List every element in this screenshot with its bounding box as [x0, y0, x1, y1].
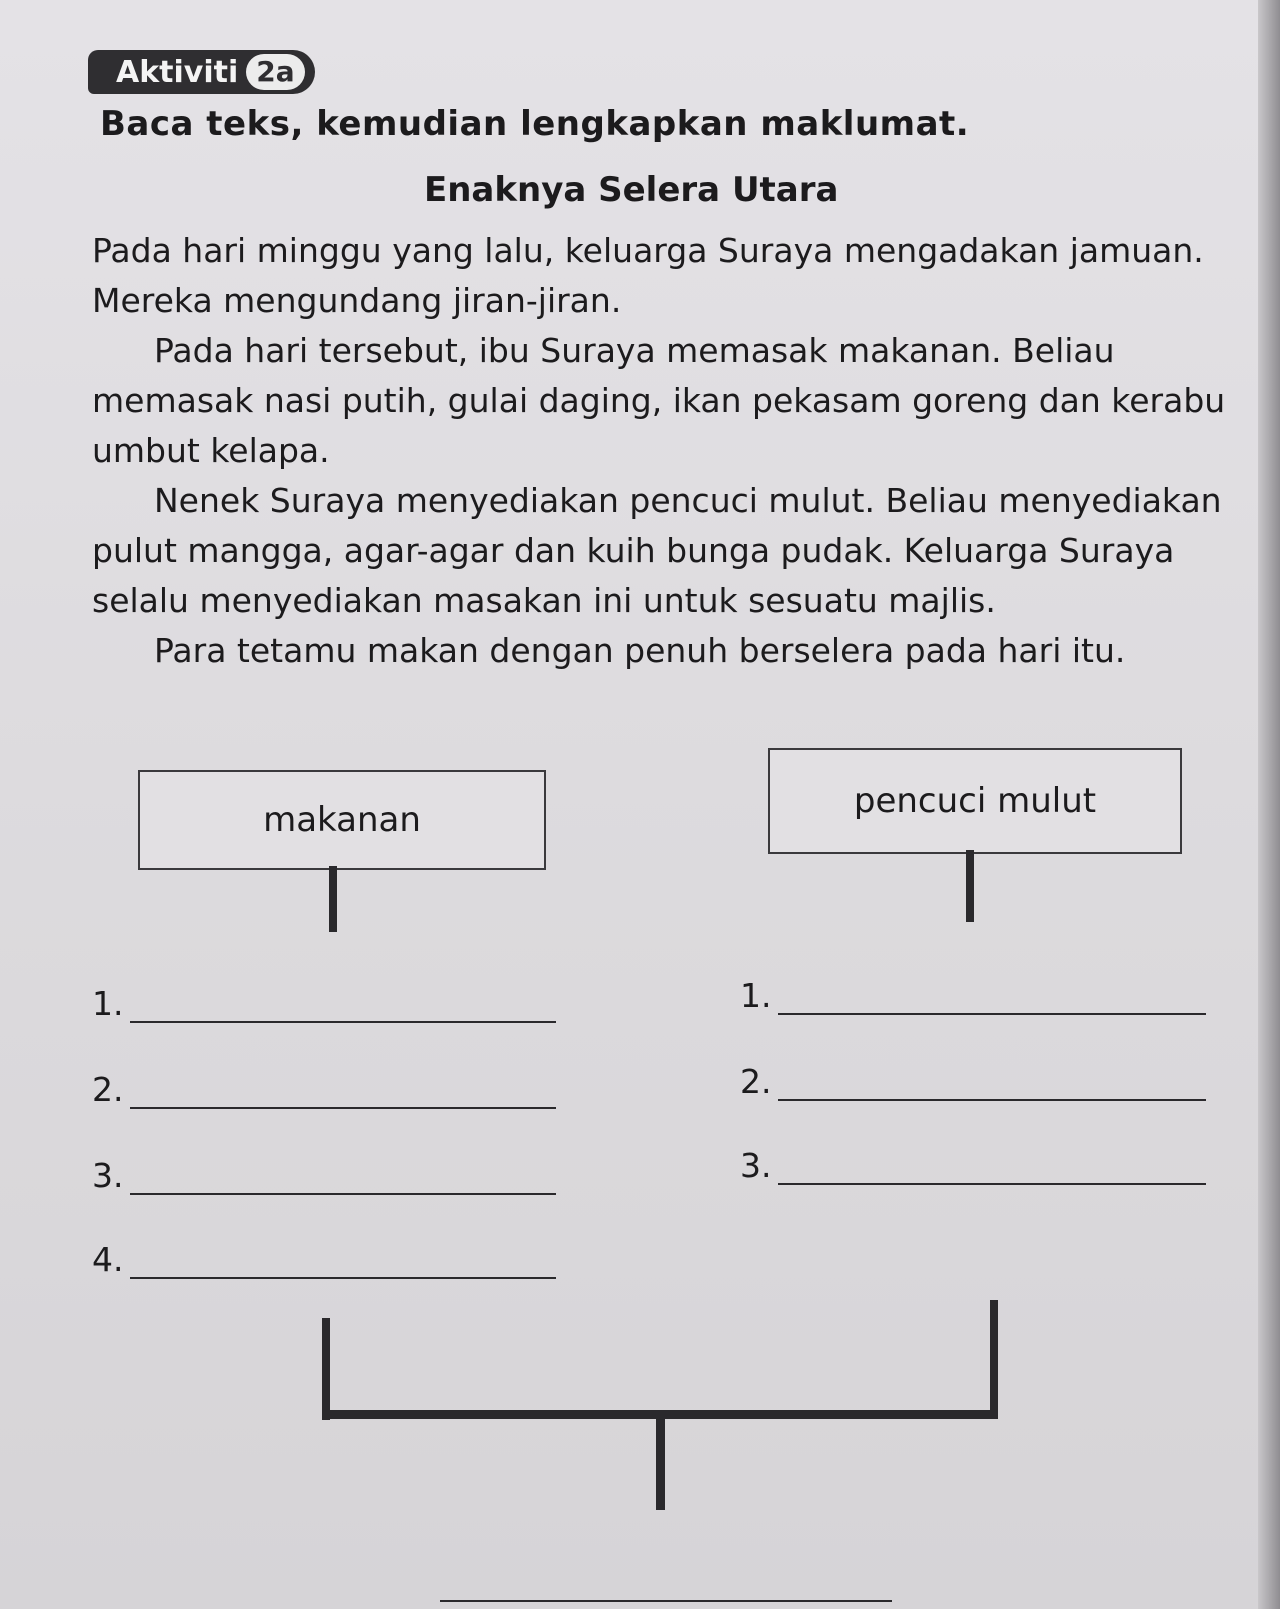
join-right-bar	[990, 1300, 998, 1418]
paragraph-2: Pada hari tersebut, ibu Suraya memasak makanan. Beliau memasak nasi putih, gulai daging, ikan pekasam goreng dan kerabu umbut kelapa.	[92, 331, 1226, 470]
makanan-box	[138, 770, 546, 870]
item-number: 4.	[92, 1240, 124, 1279]
activity-number: 2a	[246, 54, 304, 90]
pencuci-mulut-label: pencuci mulut	[853, 781, 1097, 821]
item-number: 3.	[740, 1146, 772, 1185]
paragraph-1: Pada hari minggu yang lalu, keluarga Suraya mengadakan jamuan. Mereka mengundang jiran-jiran.	[92, 231, 1204, 320]
passage-title: Enaknya Selera Utara	[424, 170, 839, 210]
answer-blank[interactable]	[778, 1181, 1206, 1185]
answer-blank[interactable]	[130, 1019, 556, 1023]
activity-label: Aktiviti	[116, 54, 239, 90]
pencuci-mulut-answer-2[interactable]	[740, 1062, 1206, 1101]
makanan-answer-1[interactable]	[92, 984, 556, 1023]
paragraph-3: Nenek Suraya menyediakan pencuci mulut. Beliau menyediakan pulut mangga, agar-agar dan kuih bunga pudak. Keluarga Suraya selalu menyediakan masakan ini untuk sesuatu majlis.	[92, 481, 1222, 620]
instruction-text: Baca teks, kemudian lengkapkan maklumat.	[100, 104, 970, 144]
answer-blank[interactable]	[130, 1105, 556, 1109]
pencuci-mulut-box	[768, 748, 1182, 854]
item-number: 1.	[92, 984, 124, 1023]
makanan-answer-2[interactable]	[92, 1070, 556, 1109]
item-number: 2.	[92, 1070, 124, 1109]
answer-blank[interactable]	[130, 1275, 556, 1279]
answer-blank[interactable]	[778, 1011, 1206, 1015]
page-edge	[1258, 0, 1280, 1609]
makanan-connector	[329, 866, 337, 932]
makanan-label: makanan	[263, 800, 421, 840]
activity-badge	[88, 50, 315, 94]
paragraph-4: Para tetamu makan dengan penuh berselera pada hari itu.	[154, 631, 1126, 670]
pencuci-mulut-answer-1[interactable]	[740, 976, 1206, 1015]
answer-blank[interactable]	[130, 1191, 556, 1195]
makanan-answer-3[interactable]	[92, 1156, 556, 1195]
bottom-answer-line[interactable]	[440, 1600, 892, 1602]
join-left-bar	[322, 1318, 330, 1420]
item-number: 2.	[740, 1062, 772, 1101]
item-number: 3.	[92, 1156, 124, 1195]
pencuci-mulut-answer-3[interactable]	[740, 1146, 1206, 1185]
passage-text	[92, 226, 1232, 676]
makanan-answer-4[interactable]	[92, 1240, 556, 1279]
item-number: 1.	[740, 976, 772, 1015]
pencuci-mulut-connector	[966, 850, 974, 922]
answer-blank[interactable]	[778, 1097, 1206, 1101]
join-stem	[656, 1418, 665, 1510]
